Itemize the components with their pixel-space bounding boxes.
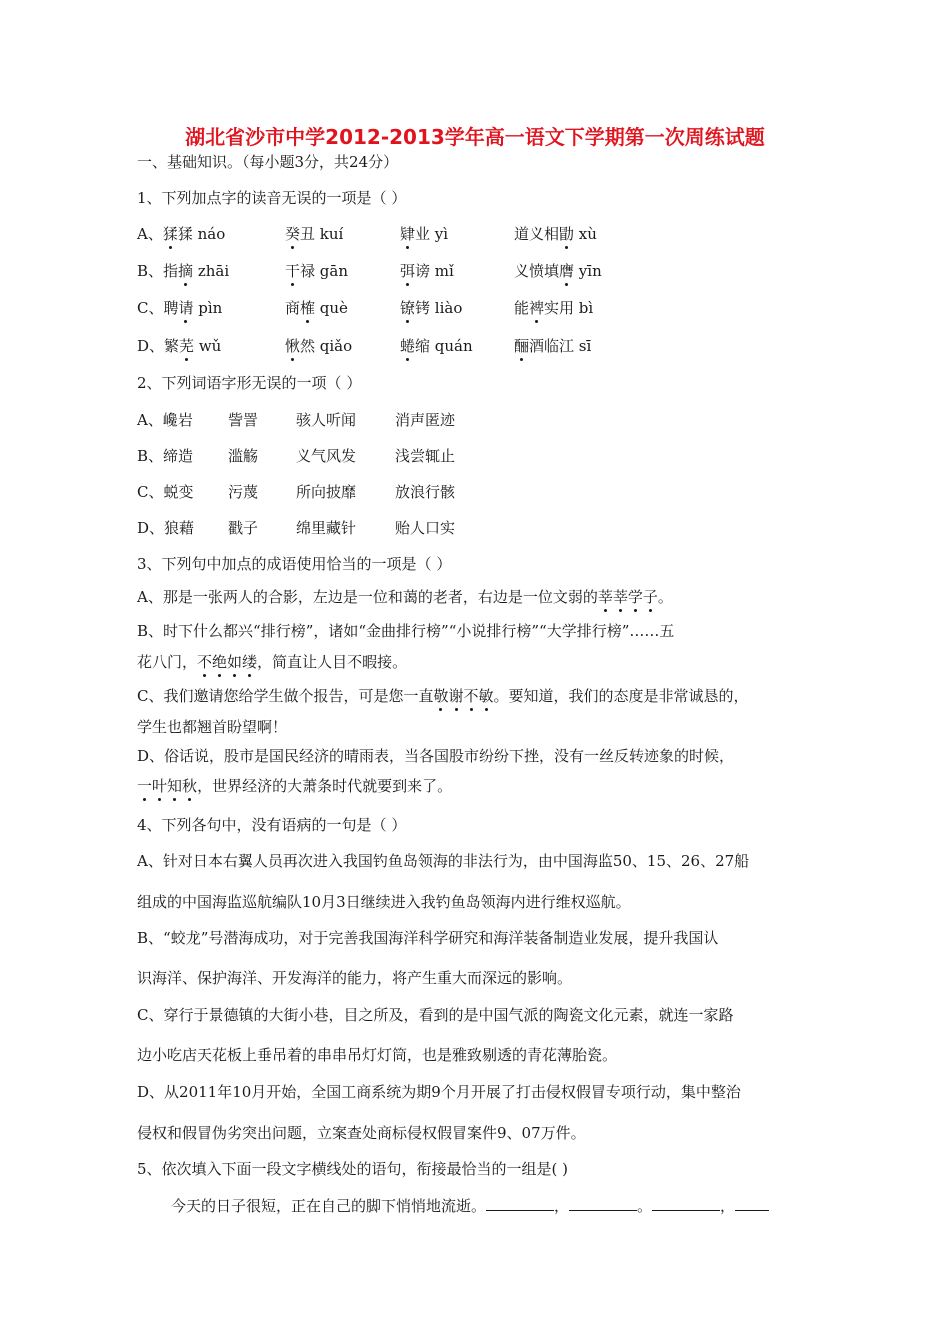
option-text: pìn [193,299,223,317]
option-text: 丑 kuí [300,225,344,243]
dotted-char: 莘 [612,588,628,606]
question-2-option-cell: 义气风发 [296,447,357,465]
passage-sep: ， [720,1197,736,1215]
question-3-option-c-line1 [137,686,749,706]
option-text: 猱 náo [177,225,226,243]
option-text: què [315,299,348,317]
question-5-passage [171,1196,769,1216]
fill-blank-4[interactable] [735,1196,769,1211]
question-4-option-a-line1: A、针对日本右翼人员再次进入我国钓鱼岛领海的非法行为，由中国海监50、15、26、27船 [137,852,750,870]
dotted-char: 学 [627,588,643,606]
question-2-option-cell: 戳子 [228,519,259,537]
question-1-option-cell [285,261,348,281]
fill-blank-2[interactable] [569,1196,637,1211]
dotted-char: 绝 [212,653,228,671]
dotted-char: 如 [227,653,243,671]
dotted-char: 弭 [400,262,416,280]
option-d-end: ，世界经济的大萧条时代就要到来了。 [197,777,453,795]
dotted-char: 莘 [597,588,613,606]
question-3-option-a [137,587,673,607]
dotted-char: 敬 [433,687,449,705]
option-b-end: ，简直让人目不暇接。 [257,653,408,671]
question-1-option-cell [285,224,343,244]
option-text: 铐 liào [415,299,463,317]
dotted-char: 镣 [400,299,416,317]
fill-blank-3[interactable] [652,1196,720,1211]
dotted-char: 一 [137,777,153,795]
dotted-char: 不 [197,653,213,671]
passage-sep: 。 [637,1197,653,1215]
dotted-char: 秋 [182,777,198,795]
option-text: C、聘 [137,299,179,317]
dotted-char: 愀 [285,337,301,355]
question-2-option-cell: C、蜕变 [137,483,194,501]
dotted-char: 叶 [152,777,168,795]
question-5-stem: 5、依次填入下面一段文字横线处的语句，衔接最恰当的一组是( ) [137,1160,569,1178]
question-2-option-cell: 骇人听闻 [296,411,357,429]
option-text: 实用 bì [544,299,594,317]
option-text: 然 qiǎo [300,337,353,355]
dotted-char: 癸 [285,225,301,243]
fill-blank-1[interactable] [486,1196,554,1211]
dotted-char: 猱 [162,225,178,243]
dotted-char: 缕 [242,653,258,671]
question-2-stem: 2、下列词语字形无误的一项（ ） [137,374,362,392]
question-2-option-cell: 滥觞 [228,447,259,465]
option-c-text: C、我们邀请您给学生做个报告，可是您一直 [137,687,434,705]
option-text: 禄 gān [300,262,348,280]
dotted-char: 摘 [178,262,194,280]
option-text: 业 yì [415,225,449,243]
dotted-char: 知 [167,777,183,795]
option-b-text: 花八门， [137,653,198,671]
question-4-option-b-line2: 识海洋、保护海洋、开发海洋的能力，将产生重大而深远的影响。 [137,969,573,987]
option-text: wǔ [194,337,222,355]
passage-sep: ， [554,1197,570,1215]
question-1-option-cell [400,261,454,281]
question-2-option-cell: 訾詈 [228,411,259,429]
dotted-char: 谢 [448,687,464,705]
question-1-option-cell [514,298,593,318]
question-3-stem: 3、下列句中加点的成语使用恰当的一项是（ ） [137,555,452,573]
question-2-option-cell: A、巉岩 [137,411,193,429]
question-2-option-cell: 浅尝辄止 [395,447,456,465]
option-c-end: 。要知道，我们的态度是非常诚恳的， [493,687,749,705]
passage-text: 今天的日子很短，正在自己的脚下悄悄地流逝。 [171,1197,487,1215]
dotted-char: 芜 [179,337,195,355]
option-text: 酒临江 sī [529,337,592,355]
dotted-idiom [433,687,493,705]
option-text: A、 [137,225,163,243]
dotted-char: 榷 [300,299,316,317]
dotted-char: 勖 [559,225,575,243]
dotted-char: 蜷 [400,337,416,355]
option-text: yīn [574,262,602,280]
dotted-char: 敏 [478,687,494,705]
dotted-char: 酾 [514,337,530,355]
option-text: D、繁 [137,337,180,355]
question-1-stem: 1、下列加点字的读音无误的一项是（ ） [137,189,407,207]
question-3-option-b-line2 [137,652,407,672]
question-2-option-cell: 所向披靡 [296,483,357,501]
dotted-idiom [598,588,658,606]
question-1-option-cell [285,298,348,318]
question-4-option-c-line1: C、穿行于景德镇的大街小巷，目之所及，看到的是中国气派的陶瓷文化元素，就连一家路 [137,1006,734,1024]
dotted-idiom [137,777,197,795]
question-1-option-cell [285,336,352,356]
question-2-option-cell: 放浪行骸 [395,483,456,501]
question-3-option-c-line2: 学生也都翘首盼望啊！ [137,718,288,736]
question-1-option-cell [137,224,225,244]
option-text: zhāi [193,262,230,280]
question-3-option-b-line1: B、时下什么都兴“排行榜”，诸如“金曲排行榜”“小说排行榜”“大学排行榜”……五 [137,622,675,640]
question-4-option-a-line2: 组成的中国海监巡航编队10月3日继续进入我钓鱼岛领海内进行维权巡航。 [137,893,631,911]
question-2-option-cell: 贻人口实 [395,519,456,537]
question-4-option-b-line1: B、“蛟龙”号潜海成功，对于完善我国海洋科学研究和海洋装备制造业发展，提升我国认 [137,929,719,947]
section-heading: 一、基础知识。（每小题3分，共24分） [137,153,399,171]
question-3-option-d-line1: D、俗话说，股市是国民经济的晴雨表，当各国股市纷纷下挫，没有一丝反转迹象的时候， [137,747,735,765]
question-4-option-d-line1: D、从2011年10月开始，全国工商系统为期9个月开展了打击侵权假冒专项行动，集中整治 [137,1083,741,1101]
dotted-char: 肄 [400,225,416,243]
dotted-char: 干 [285,262,301,280]
option-text: 能 [514,299,530,317]
question-1-option-cell [137,298,222,318]
question-2-option-cell: 污蔑 [228,483,259,501]
question-4-stem: 4、下列各句中，没有语病的一句是（ ） [137,816,407,834]
question-3-option-d-line2 [137,776,452,796]
option-text: xù [574,225,597,243]
option-text: B、指 [137,262,179,280]
option-a-text: A、那是一张两人的合影，左边是一位和蔼的老者，右边是一位文弱的 [137,588,598,606]
option-text: 道义相 [514,225,560,243]
question-2-option-cell: B、缔造 [137,447,194,465]
question-4-option-c-line2: 边小吃店天花板上垂吊着的串串吊灯灯筒，也是雅致剔透的青花薄胎瓷。 [137,1046,618,1064]
question-1-option-cell [400,336,473,356]
option-text: 商 [285,299,301,317]
question-1-option-cell [514,224,597,244]
question-1-option-cell [514,336,591,356]
question-1-option-cell [137,261,229,281]
question-2-option-cell: D、狼藉 [137,519,195,537]
dotted-char: 子 [642,588,658,606]
option-text: 缩 quán [415,337,473,355]
page-title: 湖北省沙市中学2012-2013学年高一语文下学期第一次周练试题 [185,125,765,149]
dotted-char: 请 [178,299,194,317]
question-2-option-cell: 消声匿迹 [395,411,456,429]
question-1-option-cell [400,298,462,318]
dotted-char: 膺 [559,262,575,280]
option-a-end: 。 [657,588,673,606]
option-text: 谤 mǐ [415,262,454,280]
question-1-option-cell [400,224,448,244]
dotted-idiom [197,653,257,671]
question-4-option-d-line2: 侵权和假冒伪劣突出问题，立案查处商标侵权假冒案件9、07万件。 [137,1124,586,1142]
dotted-char: 不 [463,687,479,705]
dotted-char: 裨 [529,299,545,317]
question-2-option-cell: 绵里藏针 [296,519,357,537]
question-1-option-cell [137,336,221,356]
option-text: 义愤填 [514,262,560,280]
question-1-option-cell [514,261,602,281]
